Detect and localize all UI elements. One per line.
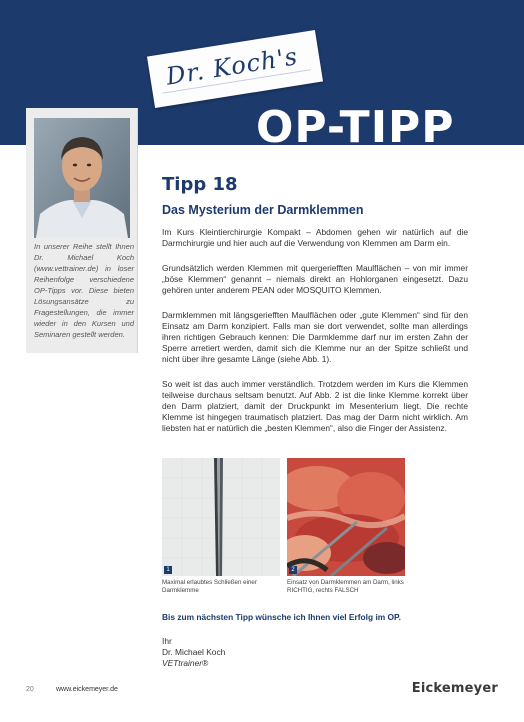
author-portrait bbox=[34, 118, 130, 238]
closing bbox=[162, 612, 468, 669]
author-name: Dr. Michael Koch bbox=[162, 647, 226, 657]
vettrainer-brand: VETtrainer® bbox=[162, 658, 209, 668]
logo-text: Dr. Koch's bbox=[164, 42, 300, 91]
paragraph: Grundsätzlich werden Klemmen mit quergeriefften Maulflächen – von mir immer „böse Klemmen“ genannt – niemals direkt an Hohlorganen eingesetzt. Dazu gehören unter anderem PEAN oder MOSQUITO Klemmen. bbox=[162, 263, 468, 295]
figures bbox=[162, 458, 468, 598]
signature bbox=[162, 636, 468, 669]
figure-caption: Maximal erlaubtes Schließen einer Darmklemme bbox=[162, 579, 257, 594]
clamp-photo bbox=[162, 458, 280, 576]
intestine-photo bbox=[287, 458, 405, 576]
paragraph: Darmklemmen mit längsgeriefften Maulflächen oder „gute Klemmen“ sind für den Einsatz am Darm konzipiert. Falls man sie dort verwendet, sollte man allerdings ihren richtigen Gebrauch kennen: Die Darmklemme darf nur im ersten Zahn der Sperre arretiert werden, damit sich die Klemme nur an der Spitze schließt und nicht über ihre gesamte Länge (siehe Abb. 1). bbox=[162, 310, 468, 364]
article-title: Das Mysterium der Darmklemmen bbox=[162, 203, 364, 217]
tipp-number: Tipp 18 bbox=[162, 174, 238, 195]
figure-caption: Einsatz von Darmklemmen am Darm, links RICHTIG, rechts FALSCH bbox=[287, 579, 404, 594]
salutation: Ihr bbox=[162, 636, 172, 646]
paragraph: So weit ist das auch immer verständlich. Trotzdem werden im Kurs die Klemmen teilweise durchaus seltsam benutzt. Auf Abb. 2 ist die linke Klemme korrekt über den Darm platziert, damit der Druckpunkt im Mesenterium liegt. Die rechte Klemme ist hingegen traumatisch platziert. Das mag der Darm nicht wirklich. Am liebsten hat er natürlich die „besten Klemmen“, also die Finger der Assistenz. bbox=[162, 379, 468, 433]
page-footer bbox=[0, 683, 524, 697]
article-body bbox=[162, 227, 468, 434]
figure-number: 1 bbox=[164, 566, 172, 574]
series-note: In unserer Reihe stellt Ihnen Dr. Michael Koch (www.vettrainer.de) in loser Reihenfolge verschiedene OP-Tipps vor. Diese bieten Lösungsansätze zu Fragestellungen, die immer wieder in den Kursen und Seminaren gestellt werden. bbox=[34, 242, 134, 339]
figure-number: 2 bbox=[289, 566, 297, 574]
page-number: 20 bbox=[26, 686, 34, 693]
closing-wish: Bis zum nächsten Tipp wünsche ich Ihnen viel Erfolg im OP. bbox=[162, 612, 401, 622]
footer-url-link[interactable]: www.eickemeyer.de bbox=[56, 686, 118, 693]
article bbox=[162, 174, 468, 434]
eickemeyer-logo: Eickemeyer bbox=[411, 681, 498, 696]
author-sidebar bbox=[26, 108, 138, 353]
paragraph: Im Kurs Kleintierchirurgie Kompakt – Abdomen gehen wir natürlich auf die Darmchirurgie und hier auch auf die Verwendung von Klemmen am Darm ein. bbox=[162, 227, 468, 248]
page-title: OP-TIPP bbox=[256, 102, 455, 153]
figure-1 bbox=[162, 458, 280, 595]
figure-2 bbox=[287, 458, 405, 595]
